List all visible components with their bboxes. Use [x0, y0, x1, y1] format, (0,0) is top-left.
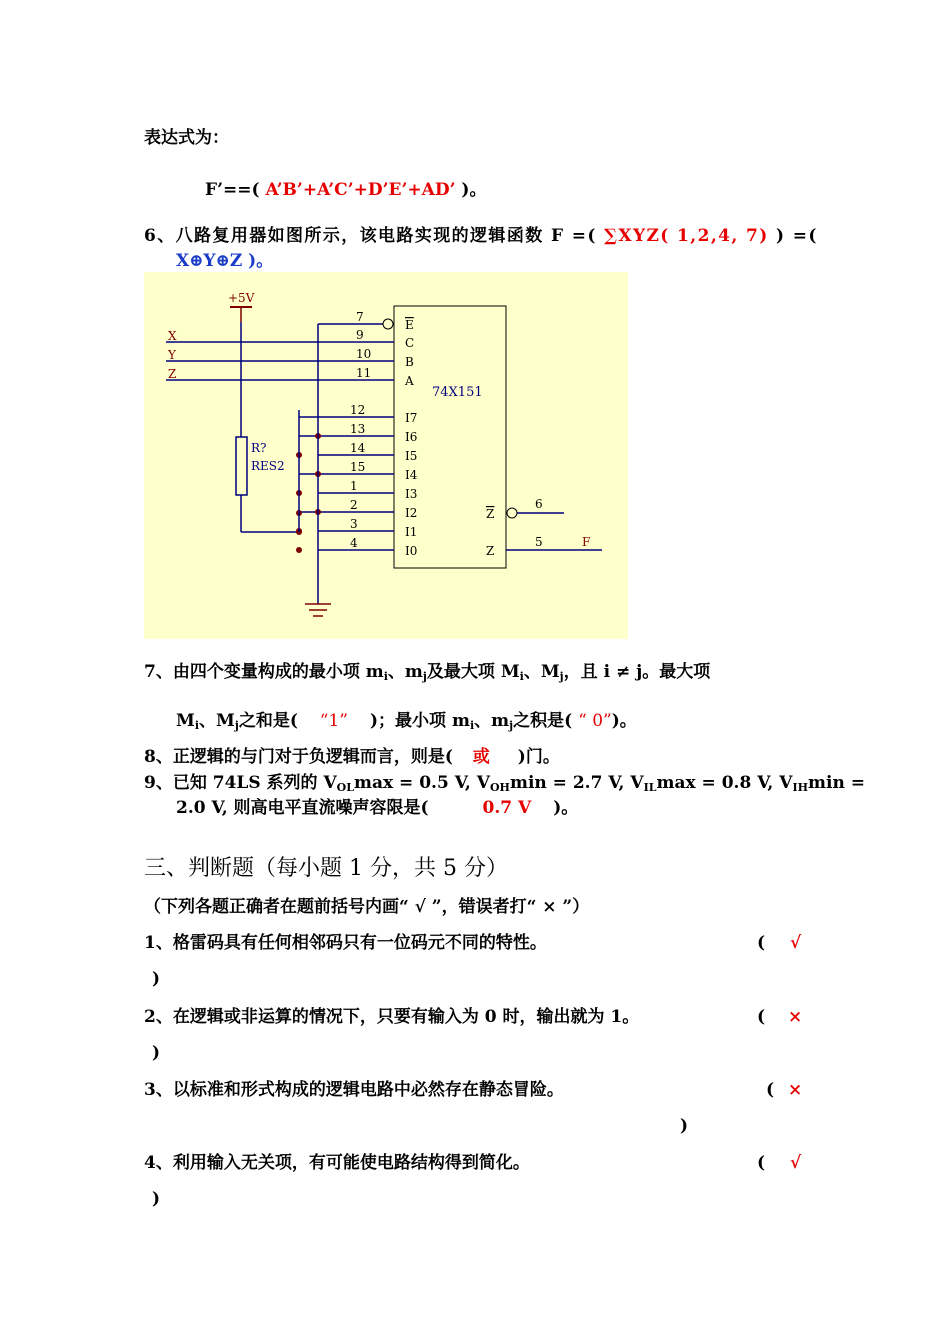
q9-line2-text: 2.0 V, 则高电平直流噪声容限是(: [176, 798, 429, 818]
section3-title: 三、判断题（每小题 1 分，共 5 分）: [144, 856, 508, 881]
chip-pin-label: I4: [405, 468, 418, 482]
input-label-y: Y: [168, 348, 176, 362]
chip-pin-number: 13: [350, 422, 366, 436]
zbar-bubble: [507, 508, 517, 518]
resistor-value: RES2: [251, 459, 285, 473]
tf3-open: (: [766, 1080, 775, 1100]
q9-sub-ol: OL: [336, 781, 354, 794]
tf4-close: ): [152, 1189, 161, 1209]
chip-pin-number: 12: [350, 403, 366, 417]
tf2-close: ): [152, 1043, 161, 1063]
q7-l2-f: 之积是(: [513, 711, 573, 731]
chip-pin-label: I5: [405, 449, 418, 463]
q9-sub-oh: OH: [489, 781, 510, 794]
input-label-z: Z: [168, 367, 177, 381]
chip-pin-label: E: [405, 318, 414, 332]
q7-line1: [144, 661, 710, 683]
q9-a: 9、已知 74LS 系列的 V: [144, 773, 337, 793]
q8-answer: 或: [472, 747, 490, 767]
chip-pin-label: I7: [405, 411, 418, 425]
f-prime-answer: A’B’+A’C’+D’E’+AD’: [265, 180, 456, 200]
q8-text: 8、正逻辑的与门对于负逻辑而言，则是(: [144, 747, 453, 767]
f-prime-prefix: F’==(: [205, 180, 260, 200]
mux-circuit-diagram: [144, 272, 628, 639]
chip-pin-label: B: [405, 355, 414, 369]
q7-answer2: “ 0”: [578, 711, 612, 731]
q7-sub-j1: j: [422, 670, 427, 683]
q8-line: [144, 746, 560, 768]
q9-line1: [144, 772, 865, 794]
q6-answer1: ∑XYZ( 1,2,4, 7): [604, 226, 769, 246]
chip-pin-number: 10: [356, 347, 372, 361]
q7-l1-e: ，且 i ≠ j。最大项: [563, 662, 711, 682]
tf1-open: (: [757, 933, 766, 953]
chip-label: 74X151: [432, 385, 483, 400]
q6-mid: ) =(: [776, 226, 818, 246]
q6-line2: [176, 250, 273, 272]
q7-l1-b: 、m: [387, 662, 423, 682]
tf4-mark[interactable]: √: [790, 1153, 802, 1173]
q9-line2: [176, 797, 578, 819]
zbar-pin-label: Z: [486, 507, 495, 521]
q7-sub-i2: i: [519, 670, 524, 683]
q7-sub-i3: i: [194, 719, 200, 732]
tf2-mark[interactable]: ×: [788, 1007, 803, 1027]
q9-sub-il: IL: [643, 781, 657, 794]
enable-bubble: [383, 319, 393, 329]
q7-sub-j3: j: [234, 719, 239, 732]
junction-dot: [296, 547, 302, 553]
tf3-text: 3、以标准和形式构成的逻辑电路中必然存在静态冒险。: [144, 1080, 564, 1100]
chip-pin-number: 14: [350, 441, 366, 455]
q9-end: )。: [553, 798, 579, 818]
q9-sub-ih: IH: [792, 781, 808, 794]
q8-end: )门。: [517, 747, 560, 767]
q7-line2: [176, 710, 637, 732]
chip-pin-number: 9: [356, 328, 364, 342]
chip-pin-label: I1: [405, 525, 418, 539]
q9-c: min = 2.7 V, V: [509, 773, 644, 793]
q7-l2-b: 、M: [199, 711, 235, 731]
chip-pin-label: I2: [405, 506, 418, 520]
chip-pin-number: 1: [350, 479, 358, 493]
tf3-mark[interactable]: ×: [788, 1080, 803, 1100]
q6-answer2: X⊕Y⊕Z: [176, 251, 243, 271]
chip-pin-label: A: [405, 374, 414, 388]
chip-pin-number: 3: [350, 517, 358, 531]
chip-pin-label: I0: [405, 544, 418, 558]
tf3-close: ): [680, 1116, 689, 1136]
chip-pin-number: 11: [356, 366, 372, 380]
chip-pin-label: I6: [405, 430, 418, 444]
chip-pin-label: C: [405, 336, 415, 350]
z-pin-number: 5: [535, 535, 543, 549]
resistor: [236, 437, 247, 495]
q7-answer1: “1”: [319, 711, 348, 731]
q6-end: )。: [248, 251, 274, 271]
tf4-text: 4、利用输入无关项，有可能使电路结构得到简化。: [144, 1153, 530, 1173]
zbar-pin-number: 6: [535, 497, 543, 511]
q7-sub-i1: i: [383, 670, 388, 683]
z-pin-label: Z: [486, 544, 495, 558]
section3-hint: （下列各题正确者在题前括号内画“ √ ”，错误者打“ × ”）: [144, 897, 590, 917]
chip-pin-number: 7: [356, 310, 364, 324]
input-label-x: X: [168, 329, 177, 343]
q9-d: max = 0.8 V, V: [656, 773, 793, 793]
q7-l2-a: M: [176, 711, 195, 731]
q6-line1: [144, 225, 818, 247]
chip-pin-number: 15: [350, 460, 366, 474]
tf1-text: 1、格雷码具有任何相邻码只有一位码元不同的特性。: [144, 933, 547, 953]
tf1-close: ): [152, 969, 161, 989]
q9-b: max = 0.5 V, V: [354, 773, 490, 793]
q7-sub-j2: j: [559, 670, 564, 683]
q9-answer: 0.7 V: [482, 798, 532, 818]
output-label-f: F: [582, 535, 591, 549]
tf4-open: (: [757, 1153, 766, 1173]
tf2-open: (: [757, 1007, 766, 1027]
resistor-ref: R?: [251, 441, 267, 455]
q7-l2-e: 、m: [474, 711, 510, 731]
f-prime-suffix: )。: [461, 180, 487, 200]
q6-text: 6、八路复用器如图所示，该电路实现的逻辑函数 F =(: [144, 226, 597, 246]
q7-l2-d: )；最小项 m: [370, 711, 470, 731]
q7-l2-g: )。: [611, 711, 637, 731]
chip-pin-number: 4: [350, 536, 358, 550]
q7-sub-i4: i: [469, 719, 475, 732]
expr-label: 表达式为：: [144, 128, 229, 148]
q7-l2-c: 之和是(: [238, 711, 298, 731]
tf1-mark[interactable]: √: [790, 933, 802, 953]
vcc-label: +5V: [228, 291, 255, 305]
q7-l1-a: 7、由四个变量构成的最小项 m: [144, 662, 384, 682]
chip-pin-number: 2: [350, 498, 358, 512]
q9-e: min =: [808, 773, 865, 793]
f-prime-line: [205, 179, 486, 201]
chip-pin-label: I3: [405, 487, 418, 501]
q7-l1-d: 、M: [523, 662, 560, 682]
q7-sub-j4: j: [509, 719, 514, 732]
q7-l1-c: 及最大项 M: [426, 662, 520, 682]
tf2-text: 2、在逻辑或非运算的情况下，只要有输入为 0 时，输出就为 1。: [144, 1007, 640, 1027]
